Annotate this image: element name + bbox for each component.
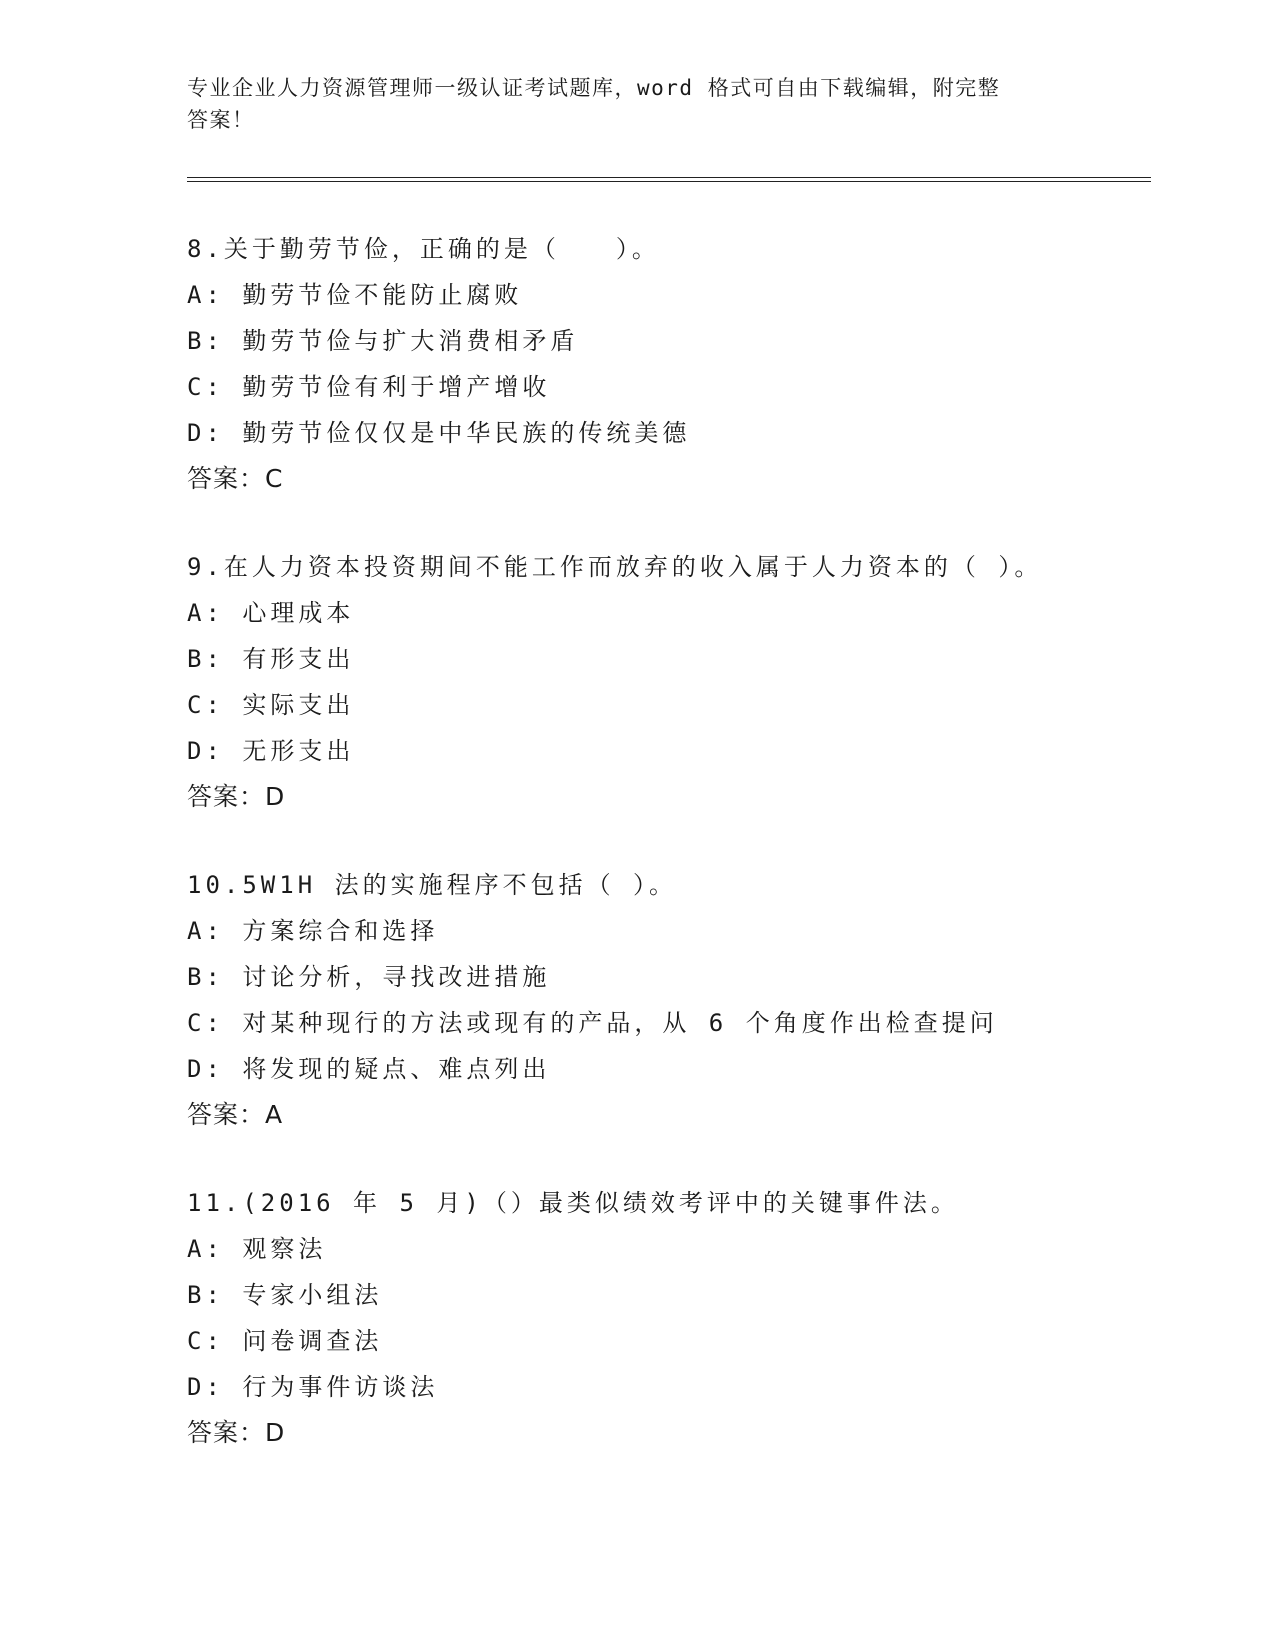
answer-line: 答案：C — [187, 464, 284, 493]
option-c: C: 勤劳节俭有利于增产增收 — [187, 373, 551, 401]
header-divider-top — [187, 177, 1151, 178]
question-stem: 8.关于勤劳节俭，正确的是（ ）。 — [187, 235, 660, 263]
option-b: B: 有形支出 — [187, 645, 355, 673]
option-b: B: 讨论分析，寻找改进措施 — [187, 963, 551, 991]
header-line-1: 专业企业人力资源管理师一级认证考试题库，word 格式可自由下载编辑，附完整 — [187, 76, 1001, 100]
option-b: B: 勤劳节俭与扩大消费相矛盾 — [187, 327, 579, 355]
option-a: A: 观察法 — [187, 1235, 327, 1263]
option-d: D: 行为事件访谈法 — [187, 1373, 439, 1401]
option-a: A: 勤劳节俭不能防止腐败 — [187, 281, 523, 309]
answer-line: 答案：D — [187, 782, 286, 811]
option-c: C: 对某种现行的方法或现有的产品，从 6 个角度作出检查提问 — [187, 1009, 998, 1037]
answer-line: 答案：A — [187, 1100, 284, 1129]
option-a: A: 心理成本 — [187, 599, 355, 627]
option-d: D: 将发现的疑点、难点列出 — [187, 1055, 551, 1083]
option-d: D: 勤劳节俭仅仅是中华民族的传统美德 — [187, 419, 691, 447]
question-stem: 10.5W1H 法的实施程序不包括（ ）。 — [187, 871, 678, 899]
question-11 — [187, 1180, 1151, 1456]
question-8 — [187, 226, 1151, 502]
header-divider-bottom — [187, 181, 1151, 182]
answer-line: 答案：D — [187, 1418, 286, 1447]
option-c: C: 实际支出 — [187, 691, 355, 719]
question-10 — [187, 862, 1151, 1138]
question-stem: 11.(2016 年 5 月)（）最类似绩效考评中的关键事件法。 — [187, 1189, 959, 1217]
question-stem: 9.在人力资本投资期间不能工作而放弃的收入属于人力资本的（ ）。 — [187, 553, 1043, 581]
document-header — [187, 72, 1087, 136]
question-9 — [187, 544, 1151, 820]
header-line-2: 答案！ — [187, 108, 255, 132]
option-d: D: 无形支出 — [187, 737, 355, 765]
option-a: A: 方案综合和选择 — [187, 917, 439, 945]
option-b: B: 专家小组法 — [187, 1281, 383, 1309]
option-c: C: 问卷调查法 — [187, 1327, 383, 1355]
